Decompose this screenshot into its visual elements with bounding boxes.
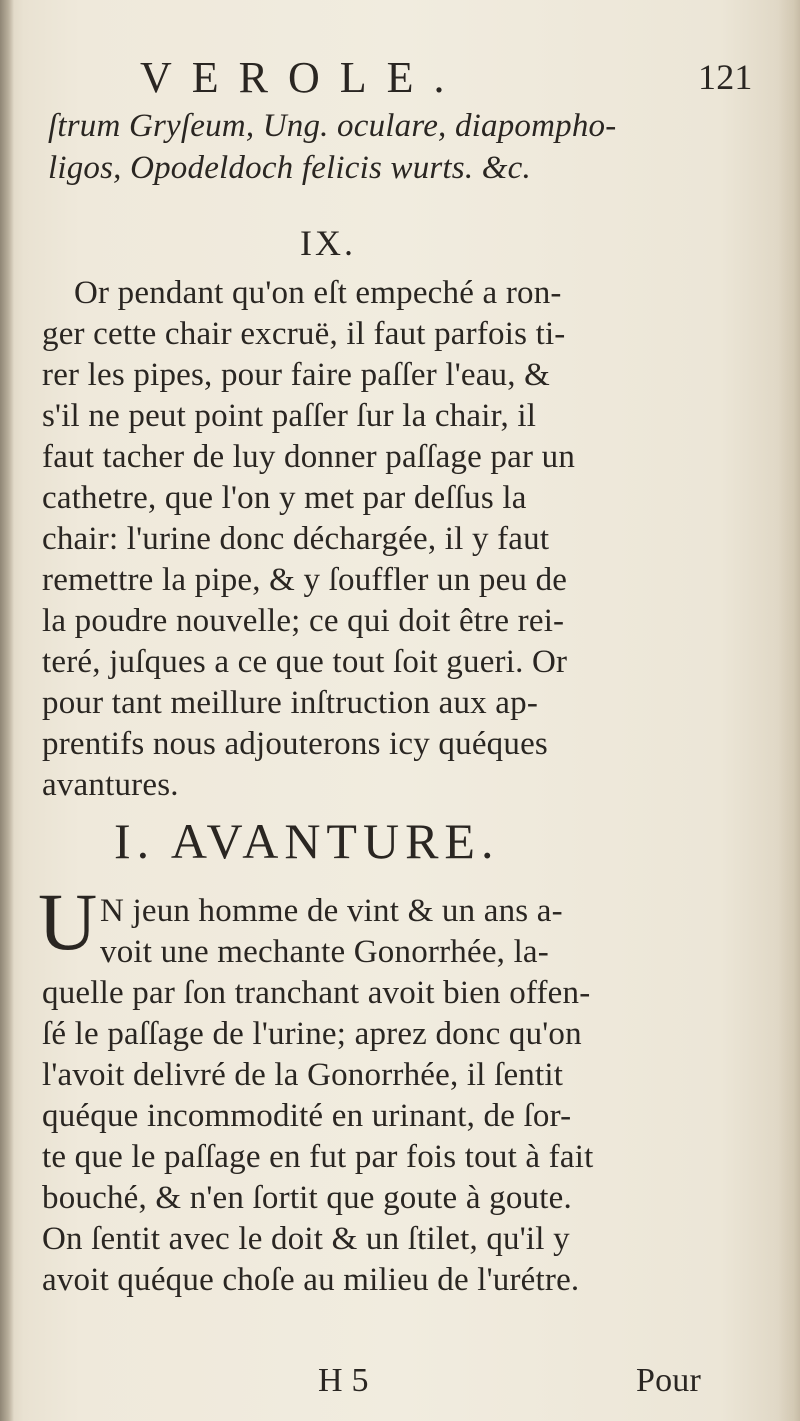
text-line: s'il ne peut point paſſer ſur la chair, il	[42, 398, 537, 434]
signature-mark: H 5	[318, 1362, 369, 1399]
text-line: voit une mechante Gonorrhée, la-	[100, 934, 549, 970]
text-line: teré, juſques a ce que tout ſoit gueri. Or	[42, 644, 568, 680]
text-line: faut tacher de luy donner paſſage par un	[42, 439, 576, 475]
page-number: 121	[698, 57, 753, 97]
text-line: N jeun homme de vint & un ans a-	[100, 893, 563, 929]
text-line: avantures.	[42, 767, 179, 803]
text-line: bouché, & n'en ſortit que goute à goute.	[42, 1180, 572, 1216]
text-line: ſé le paſſage de l'urine; aprez donc qu'on	[42, 1016, 582, 1052]
text-line: On ſentit avec le doit & un ſtilet, qu'il y	[42, 1221, 570, 1257]
text-line: rer les pipes, pour faire paſſer l'eau, &	[42, 357, 551, 393]
text-line: chair: l'urine donc déchargée, il y faut	[42, 521, 550, 557]
text-line: prentifs nous adjouterons icy quéques	[42, 726, 548, 762]
text-line: ger cette chair excruë, il faut parfois ti-	[42, 316, 566, 352]
avanture-heading: I. AVANTURE.	[114, 813, 500, 869]
text-line: quéque incommodité en urinant, de ſor-	[42, 1098, 572, 1134]
text-line: avoit quéque choſe au milieu de l'urétre.	[42, 1262, 580, 1298]
drop-cap: U	[38, 876, 98, 967]
section-number: IX.	[300, 223, 356, 263]
running-title: VEROLE.	[140, 53, 465, 102]
text-line: la poudre nouvelle; ce qui doit être rei-	[42, 603, 565, 639]
text-line: remettre la pipe, & y ſouffler un peu de	[42, 562, 568, 598]
text-line: te que le paſſage en fut par fois tout à fait	[42, 1139, 594, 1175]
text-line: ſtrum Gryſeum, Ung. oculare, diapompho-	[48, 108, 617, 144]
text-line: l'avoit delivré de la Gonorrhée, il ſentit	[42, 1057, 564, 1093]
text-line: ligos, Opodeldoch felicis wurts. &c.	[48, 150, 531, 186]
text-line: pour tant meillure inſtruction aux ap-	[42, 685, 539, 721]
text-line: cathetre, que l'on y met par deſſus la	[42, 480, 527, 516]
text-line: Or pendant qu'on eſt empeché a ron-	[74, 275, 562, 311]
text-line: quelle par ſon tranchant avoit bien offen-	[42, 975, 591, 1011]
catchword: Pour	[636, 1362, 702, 1399]
